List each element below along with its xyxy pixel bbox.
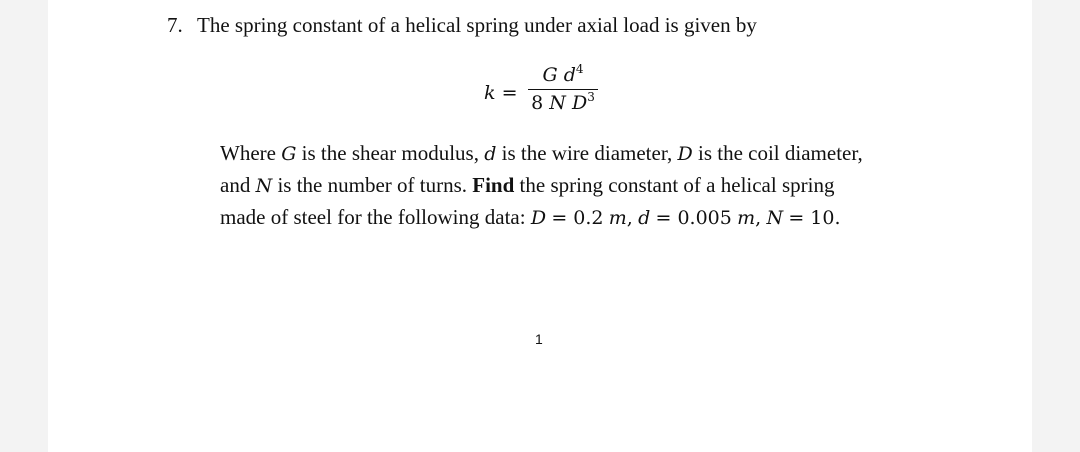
word-where: Where bbox=[220, 141, 276, 165]
question-text: The spring constant of a helical spring under axial load is given by bbox=[197, 13, 757, 37]
formula-k: k bbox=[484, 82, 496, 104]
var-N: N bbox=[255, 175, 273, 197]
comma: , bbox=[755, 207, 762, 229]
var-d: d bbox=[484, 143, 497, 165]
formula-fraction bbox=[530, 62, 596, 117]
data-D-value: = 0.2 bbox=[551, 207, 604, 229]
word-and: and bbox=[220, 173, 251, 197]
formula-lhs bbox=[484, 82, 517, 104]
text-find-spring-constant: the spring constant of a helical spring bbox=[519, 173, 835, 197]
data-d-unit: m bbox=[737, 207, 756, 229]
formula-equals: = bbox=[501, 82, 518, 104]
paragraph-line-2 bbox=[220, 170, 980, 202]
denominator-D: D bbox=[571, 92, 588, 114]
comma: , bbox=[626, 207, 633, 229]
paragraph-line-3 bbox=[220, 202, 980, 234]
word-find-bold: Find bbox=[472, 173, 515, 197]
data-N-value: = 10. bbox=[788, 207, 841, 229]
text-following-data: made of steel for the following data: bbox=[220, 205, 526, 229]
text-wire-diameter: is the wire diameter, bbox=[501, 141, 673, 165]
numerator-d: d bbox=[563, 64, 576, 86]
var-G: G bbox=[281, 143, 297, 165]
data-d-var: d bbox=[638, 207, 651, 229]
question-number: 7. bbox=[167, 13, 183, 37]
problem-paragraph bbox=[220, 138, 980, 234]
data-d-value: = 0.005 bbox=[655, 207, 732, 229]
text-coil-diameter: is the coil diameter, bbox=[697, 141, 863, 165]
data-N-var: N bbox=[766, 207, 784, 229]
numerator-G: G bbox=[542, 64, 558, 86]
denominator-exponent: 3 bbox=[587, 90, 595, 104]
data-D-var: D bbox=[530, 207, 547, 229]
data-D-unit: m bbox=[608, 207, 627, 229]
formula-numerator bbox=[530, 62, 596, 89]
text-number-of-turns: is the number of turns. bbox=[277, 173, 468, 197]
formula-denominator bbox=[530, 90, 596, 117]
denominator-coefficient: 8 bbox=[531, 92, 544, 114]
var-D: D bbox=[677, 143, 693, 165]
question-heading bbox=[167, 12, 757, 38]
page-number: 1 bbox=[535, 331, 543, 347]
document-page bbox=[48, 0, 1032, 452]
denominator-N: N bbox=[549, 92, 566, 114]
paragraph-line-1 bbox=[220, 138, 980, 170]
numerator-exponent: 4 bbox=[575, 62, 584, 76]
text-shear-modulus: is the shear modulus, bbox=[301, 141, 479, 165]
